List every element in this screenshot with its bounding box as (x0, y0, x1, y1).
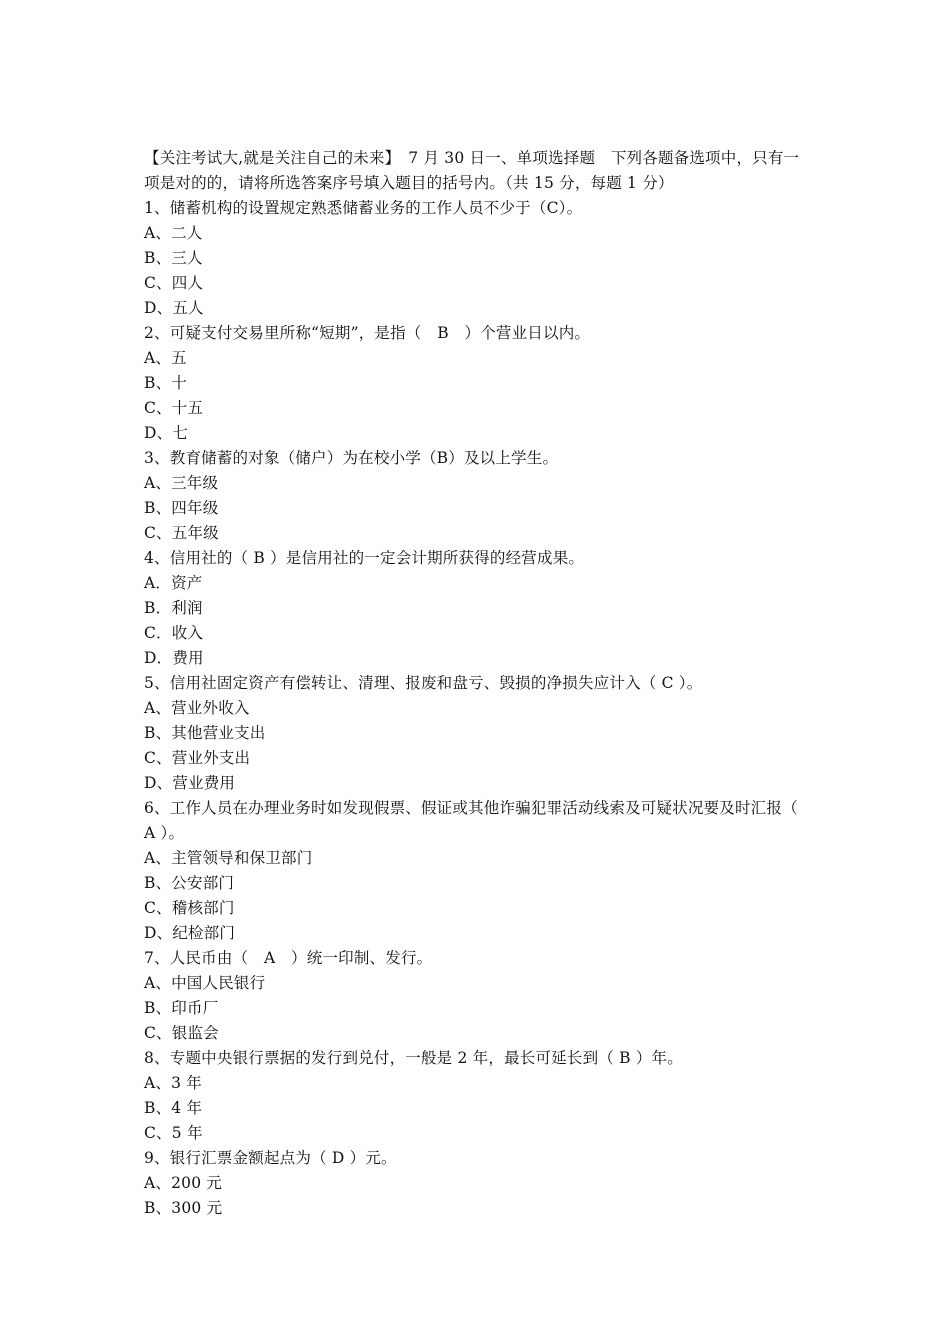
option-8-b: B、4 年 (144, 1099, 203, 1117)
question-stem-8: 8、专题中央银行票据的发行到兑付，一般是 2 年，最长可延长到（ B ）年。 (144, 1049, 683, 1067)
option-6-c: C、稽核部门 (144, 899, 235, 917)
option-7-b: B、印币厂 (144, 999, 219, 1017)
option-4-a: A．资产 (144, 574, 203, 592)
option-7-a: A、中国人民银行 (144, 974, 266, 992)
document-page (144, 146, 814, 1221)
document-intro: 【关注考试大,就是关注自己的未来】 7 月 30 日一、单项选择题 下列各题备选项中，只有一项是对的的，请将所选答案序号填入题目的括号内。（共 15 分，每题 1 分） (144, 149, 800, 192)
question-stem-4: 4、信用社的（ B ）是信用社的一定会计期所获得的经营成果。 (144, 549, 585, 567)
question-stem-7: 7、人民币由（ A ）统一印制、发行。 (144, 949, 433, 967)
option-6-b: B、公安部门 (144, 874, 235, 892)
option-5-c: C、营业外支出 (144, 749, 251, 767)
option-1-c: C、四人 (144, 274, 204, 292)
option-1-d: D、五人 (144, 299, 204, 317)
option-2-c: C、十五 (144, 399, 204, 417)
option-2-a: A、五 (144, 349, 187, 367)
option-1-a: A、二人 (144, 224, 203, 242)
question-stem-9: 9、银行汇票金额起点为（ D ）元。 (144, 1149, 397, 1167)
question-stem-1: 1、储蓄机构的设置规定熟悉储蓄业务的工作人员不少于（C）。 (144, 199, 583, 217)
option-9-a: A、200 元 (144, 1174, 223, 1192)
option-2-d: D、七 (144, 424, 189, 442)
option-1-b: B、三人 (144, 249, 203, 267)
option-4-c: C．收入 (144, 624, 204, 642)
option-9-b: B、300 元 (144, 1199, 223, 1217)
question-stem-3: 3、教育储蓄的对象（储户）为在校小学（B）及以上学生。 (144, 449, 559, 467)
option-8-a: A、3 年 (144, 1074, 202, 1092)
option-7-c: C、银监会 (144, 1024, 219, 1042)
option-5-d: D、营业费用 (144, 774, 236, 792)
option-2-b: B、十 (144, 374, 187, 392)
option-8-c: C、5 年 (144, 1124, 203, 1142)
option-3-a: A、三年级 (144, 474, 219, 492)
option-3-b: B、四年级 (144, 499, 219, 517)
question-stem-2: 2、可疑支付交易里所称“短期”，是指（ B ）个营业日以内。 (144, 324, 591, 342)
option-3-c: C、五年级 (144, 524, 219, 542)
option-4-d: D．费用 (144, 649, 204, 667)
option-6-a: A、主管领导和保卫部门 (144, 849, 313, 867)
option-6-d: D、纪检部门 (144, 924, 236, 942)
option-5-b: B、其他营业支出 (144, 724, 266, 742)
option-5-a: A、营业外收入 (144, 699, 250, 717)
option-4-b: B．利润 (144, 599, 203, 617)
question-stem-6: 6、工作人员在办理业务时如发现假票、假证或其他诈骗犯罪活动线索及可疑状况要及时汇报（ A ）。 (144, 799, 798, 842)
question-stem-5: 5、信用社固定资产有偿转让、清理、报废和盘亏、毁损的净损失应计入（ C ）。 (144, 674, 703, 692)
